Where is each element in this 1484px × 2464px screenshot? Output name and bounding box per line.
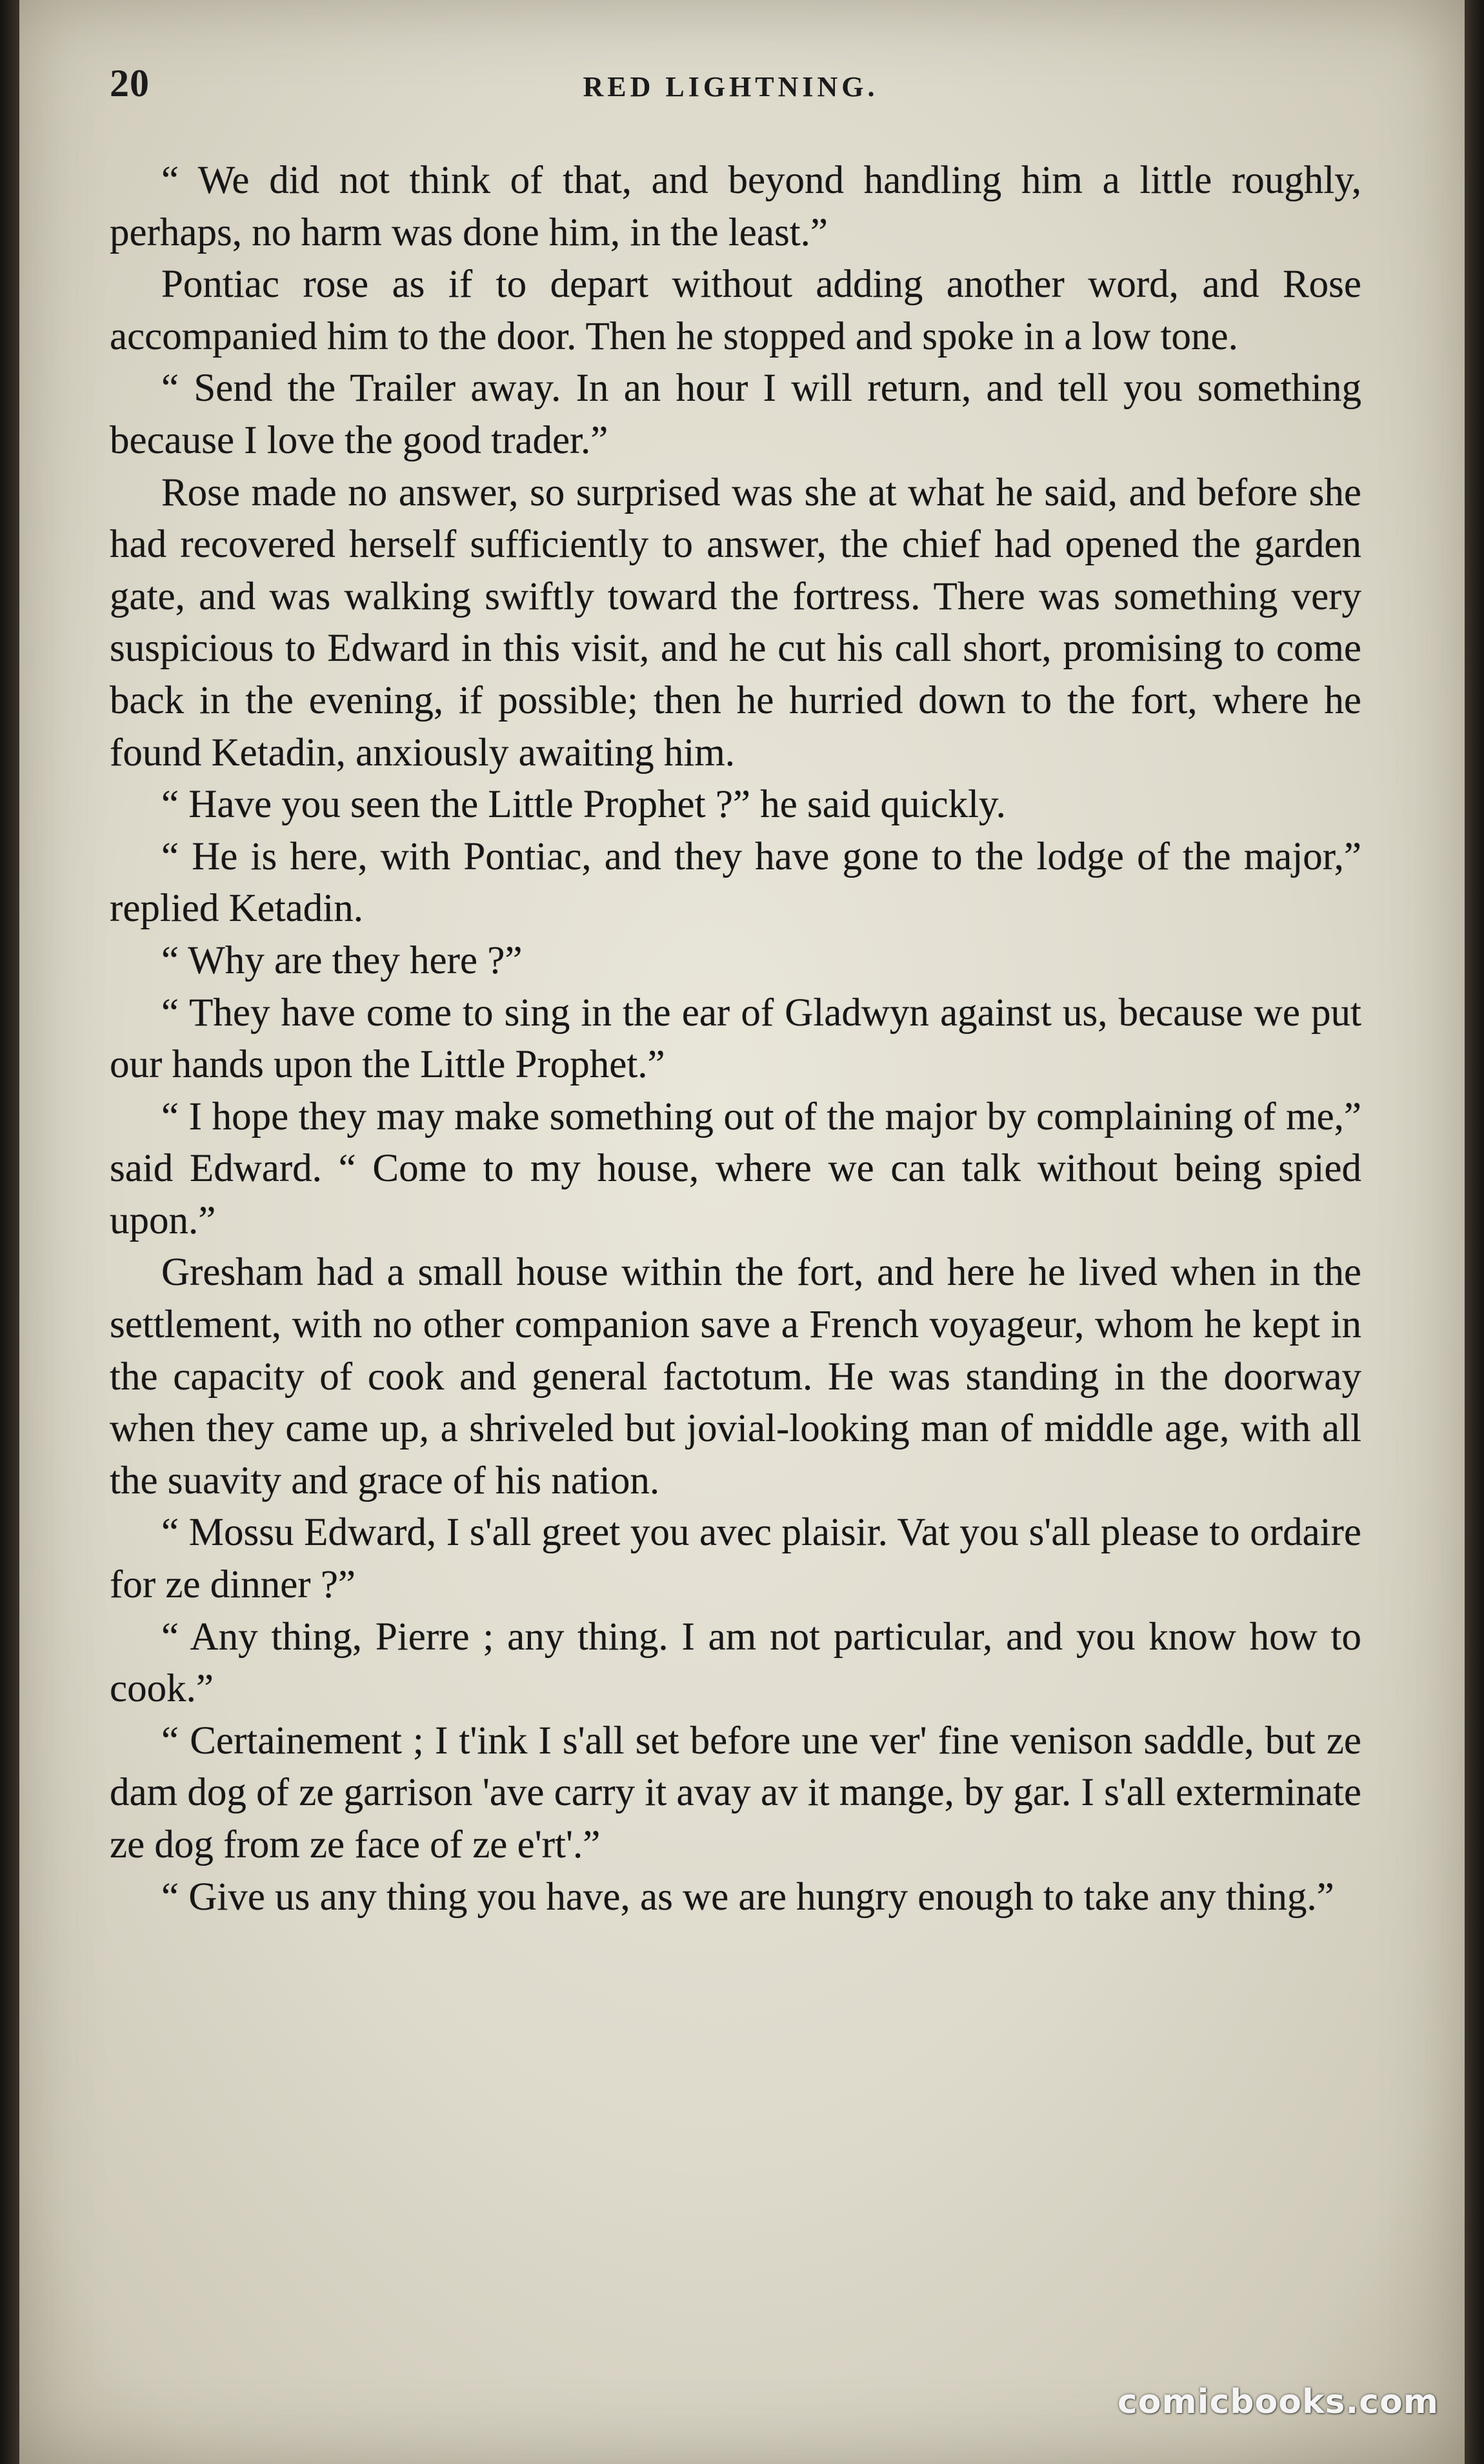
paragraph: “ Send the Trailer away. In an hour I will return, and tell you something because I love the good trader.” — [110, 367, 1361, 462]
paragraph: “ We did not think of that, and beyond handling him a little roughly, perhaps, no harm was done him, in the least.” — [110, 159, 1361, 254]
paragraph: “ Certainement ; I t'ink I s'all set before une ver' fine venison saddle, but ze dam dog of ze garrison 'ave carry it avay av it mange, by gar. I s'all exterminate ze dog from ze face of ze e'rt'.” — [110, 1719, 1361, 1866]
paragraph: “ Mossu Edward, I s'all greet you avec plaisir. Vat you s'all please to ordaire for ze dinner ?” — [110, 1511, 1361, 1607]
paragraph: “ Have you seen the Little Prophet ?” he said quickly. — [161, 783, 1006, 827]
site-watermark: comicbooks.com — [1117, 2383, 1439, 2421]
paragraph: “ He is here, with Pontiac, and they have gone to the lodge of the major,” replied Ketadin. — [110, 834, 1361, 931]
page-number: 20 — [110, 62, 150, 105]
paragraph: “ Give us any thing you have, as we are hungry enough to take any thing.” — [161, 1875, 1334, 1919]
paragraph: “ I hope they may make something out of the major by complaining of me,” said Edward. “ Come to my house, where we can talk without being spied upon.” — [110, 1095, 1361, 1242]
paragraph: “ Any thing, Pierre ; any thing. I am not particular, and you know how to cook.” — [110, 1615, 1361, 1711]
page-left-edge — [0, 0, 19, 2464]
paragraph: Rose made no answer, so surprised was she at what he said, and before she had recovered herself sufficiently to answer, the chief had opened the garden gate, and was walking swiftly toward the fortress. There was something very suspicious to Edward in this visit, and he cut his call short, promising to come back in the evening, if possible; then he hurried down to the fort, where he found Ketadin, anxiously awaiting him. — [110, 470, 1361, 774]
paragraph: Pontiac rose as if to depart without adding another word, and Rose accompanied him to the door. Then he stopped and spoke in a low tone. — [110, 263, 1361, 358]
paragraph: Gresham had a small house within the fort, and here he lived when in the settlement, with no other companion save a French voyageur, whom he kept in the capacity of cook and general factotum. He was standing in the doorway when they came up, a shriveled but jovial-looking man of middle age, with all the suavity and grace of his nation. — [110, 1251, 1361, 1502]
paragraph: “ Why are they here ?” — [161, 938, 523, 982]
page-right-edge — [1465, 0, 1484, 2464]
paragraph: “ They have come to sing in the ear of Gladwyn against us, because we put our hands upon the Little Prophet.” — [110, 991, 1361, 1087]
page-header — [97, 61, 1365, 119]
body-text — [110, 155, 1361, 1923]
running-head: RED LIGHTNING. — [583, 71, 879, 103]
